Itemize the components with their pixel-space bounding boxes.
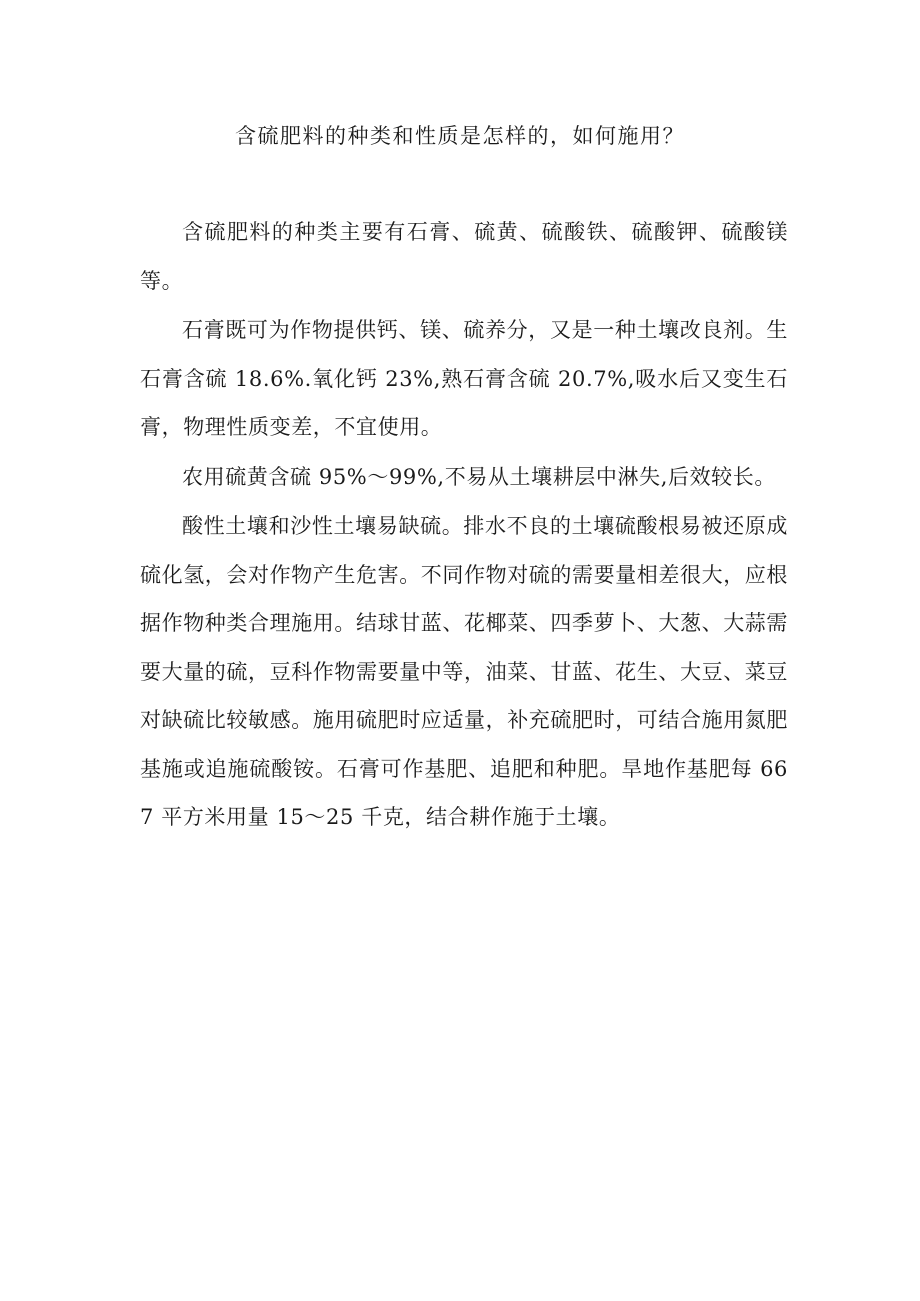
paragraph-gypsum: 石膏既可为作物提供钙、镁、硫养分，又是一种土壤改良剂。生石膏含硫 18.6%.氧化钙 23%,熟石膏含硫 20.7%,吸水后又变生石膏，物理性质变差，不宜使用。 <box>140 318 788 439</box>
paragraph-application: 酸性土壤和沙性土壤易缺硫。排水不良的土壤硫酸根易被还原成硫化氢，会对作物产生危害。不同作物对硫的需要量相差很大，应根据作物种类合理施用。结球甘蓝、花椰菜、四季萝卜、大葱、大蒜需要大量的硫，豆科作物需要量中等，油菜、甘蓝、花生、大豆、菜豆对缺硫比较敏感。施用硫肥时应适量，补充硫肥时，可结合施用氮肥基施或追施硫酸铵。石膏可作基肥、追肥和种肥。旱地作基肥每 667 平方米用量 15～25 千克，结合耕作施于土壤。 <box>140 514 788 829</box>
document-title: 含硫肥料的种类和性质是怎样的，如何施用？ <box>235 124 685 148</box>
paragraph-sulfur: 农用硫黄含硫 95%～99%,不易从土壤耕层中淋失,后效较长。 <box>182 464 776 489</box>
document-body <box>140 208 788 843</box>
paragraph-sulfur-fertilizer-types: 含硫肥料的种类主要有石膏、硫黄、硫酸铁、硫酸钾、硫酸镁等。 <box>140 220 788 293</box>
